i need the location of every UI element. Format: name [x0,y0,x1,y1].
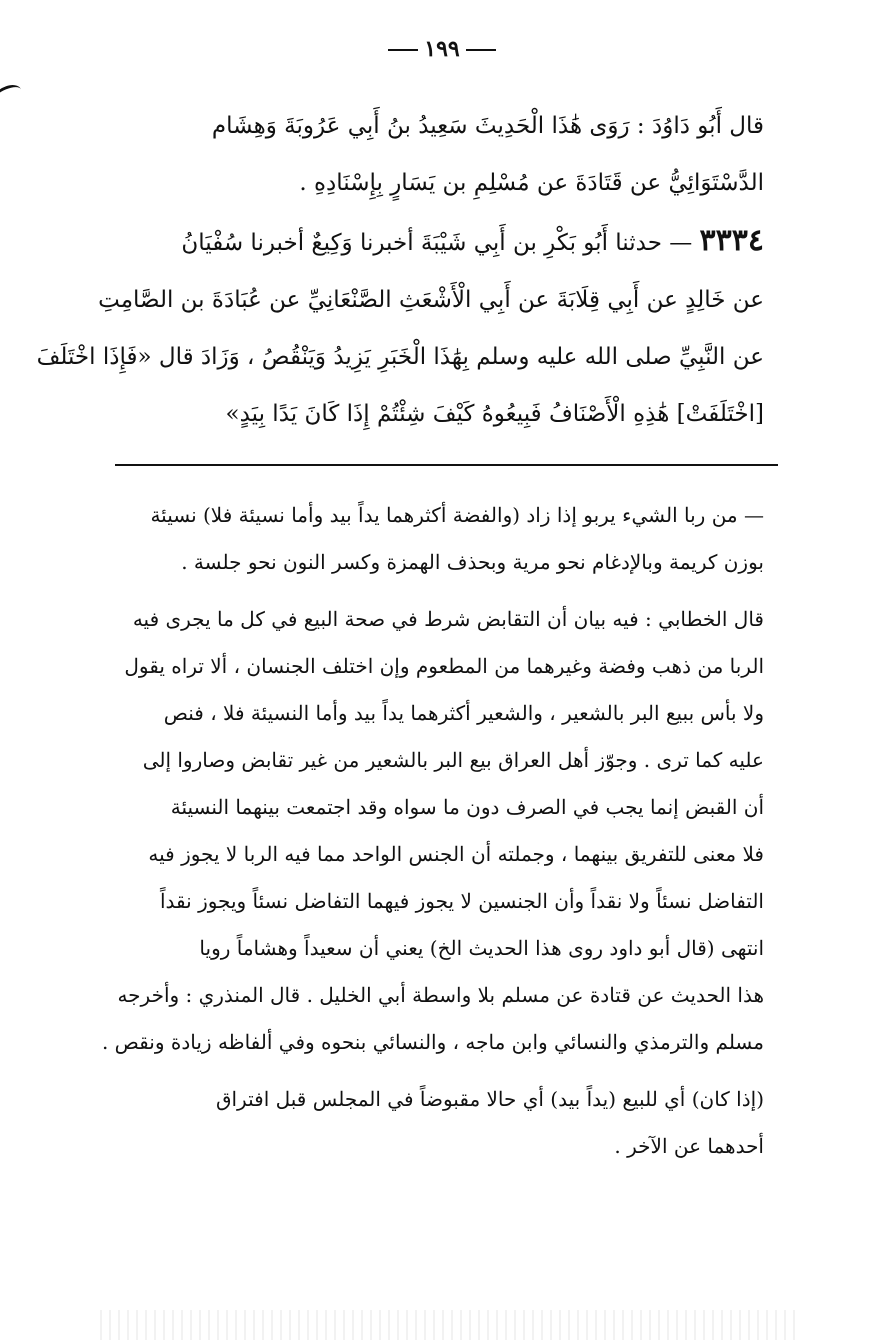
commentary-line: هذا الحديث عن قتادة عن مسلم بلا واسطة أبي الخليل . قال المنذري : وأخرجه [117,983,764,1007]
footnote-divider [115,464,778,466]
commentary-line: انتهى (قال أبو داود روى هذا الحديث الخ) يعني أن سعيداً وهشاماً رويا [199,936,764,960]
commentary-line: قال الخطابي : فيه بيان أن التقابض شرط في صحة البيع في كل ما يجرى فيه [132,607,764,631]
paragraph-gap [114,586,764,596]
scan-margin-mark [0,81,24,107]
page-number-dash-right [466,49,496,51]
commentary-line: مسلم والترمذي والنسائي وابن ماجه ، والنسائي بنحوه وفي ألفاظه زيادة ونقص . [101,1030,764,1054]
page-number-dash-left [388,49,418,51]
commentary-line: فلا معنى للتفريق بينهما ، وجملته أن الجنس الواحد مما فيه الربا لا يجوز فيه [148,842,764,866]
commentary-text [101,492,764,1170]
commentary-line: بوزن كريمة وبالإدغام نحو مرية وبحذف الهمزة وكسر النون نحو جلسة . [181,550,764,574]
paragraph-gap [114,1066,764,1076]
commentary-line: أحدهما عن الآخر . [614,1134,764,1158]
page-number [0,36,884,62]
commentary-line: الربا من ذهب وفضة وغيرهما من المطعوم وإن اختلف الجنسان ، ألا تراه يقول [124,654,764,678]
main-text-line: عن خَالِدٍ عن أَبِي قِلَابَةَ عن أَبِي الْأَشْعَثِ الصَّنْعَانِيِّ عن عُبَادَةَ بن الصَّامِتِ [98,287,764,313]
main-text-line: عن النَّبِيِّ صلى الله عليه وسلم بِهَٰذَا الْخَبَرِ يَزِيدُ وَيَنْقُصُ ، وَزَادَ قال «فَإِذَا اخْتَلَفَ [36,344,764,370]
commentary-line: أن القبض إنما يجب في الصرف دون ما سواه وقد اجتمعت بينهما النسيئة [170,795,764,819]
hadith-3334-first-line [116,212,764,272]
page-number-value: ١٩٩ [424,36,460,62]
main-text-line: [اخْتَلَفَتْ] هَٰذِهِ الْأَصْنَافُ فَبِيعُوهُ كَيْفَ شِئْتُمْ إِذَا كَانَ يَدًا بِيَدٍ» [225,401,764,427]
commentary-line: (إذا كان) أي للبيع (يداً بيد) أي حالا مقبوضاً في المجلس قبل افتراق [215,1087,764,1111]
commentary-line: ولا بأس ببيع البر بالشعير ، والشعير أكثرهما يداً بيد وأما النسيئة فلا ، فنص [163,701,764,725]
commentary-paragraph [114,1076,764,1170]
commentary-line: عليه كما ترى . وجوّز أهل العراق بيع البر بالشعير من غير تقابض وصاروا إلى [142,748,764,772]
hadith-text [36,98,764,443]
main-text-line: الدَّسْتَوَائِيُّ عن قَتَادَةَ عن مُسْلِمِ بن يَسَارٍ بِإِسْنَادِهِ . [299,170,764,196]
scan-bleed-through [100,1310,800,1340]
main-text-line: — حدثنا أَبُو بَكْرِ بن أَبِي شَيْبَةَ أخبرنا وَكِيعٌ أخبرنا سُفْيَانُ [181,230,693,256]
commentary-line: التفاضل نسئاً ولا نقداً وأن الجنسين لا يجوز فيهما التفاضل نسئاً ويجوز نقداً [159,889,764,913]
main-text-line: قال أَبُو دَاوُدَ : رَوَى هَٰذَا الْحَدِيثَ سَعِيدُ بنُ أَبِي عَرُوبَةَ وَهِشَام [211,113,764,139]
hadith-number: ٣٣٣٤ [699,223,764,258]
commentary-line: — من ربا الشيء يربو إذا زاد (والفضة أكثرهما يداً بيد وأما نسيئة فلا) نسيئة [150,503,764,527]
commentary-paragraph [114,492,764,586]
commentary-paragraph [101,596,764,1066]
